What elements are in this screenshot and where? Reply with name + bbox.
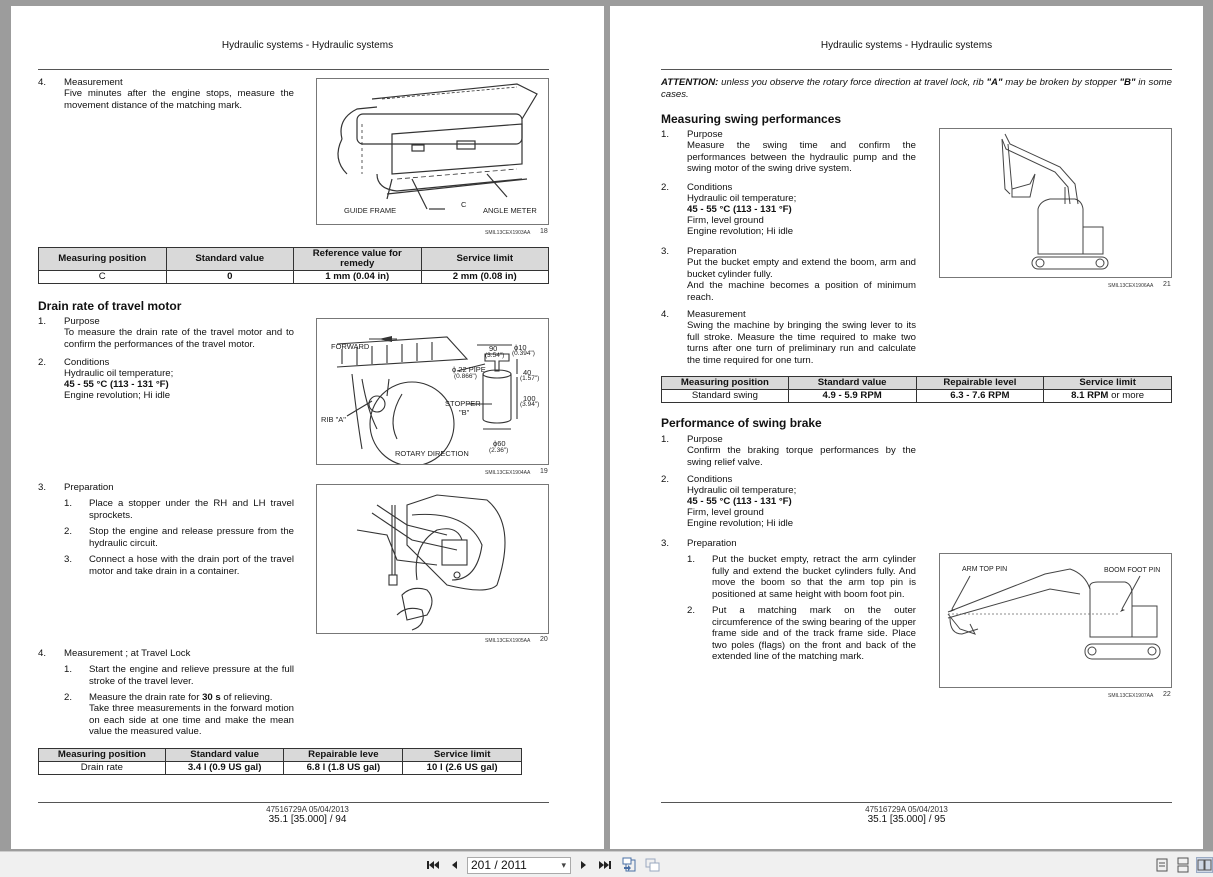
step-number: 3. <box>38 482 47 493</box>
step-number: 2. <box>38 357 47 368</box>
substep-number: 1. <box>64 664 73 675</box>
column-header: Standard value <box>165 749 284 762</box>
step-title: Conditions <box>64 357 110 368</box>
condition-line: Engine revolution; Hi idle <box>64 390 171 401</box>
substep-text: Put the bucket empty, retract the arm cylinder fully and extend the bucket cylinders fully. And move the boom so that the arm top pin is positioned at same height with boom foot pin. <box>712 554 916 600</box>
condition-temperature: 45 - 55 °C (113 - 131 °F) <box>64 379 169 390</box>
page-header: Hydraulic systems - Hydraulic systems <box>820 40 993 51</box>
table-cell: 1 mm (0.04 in) <box>294 271 422 284</box>
condition-line: Engine revolution; Hi idle <box>687 226 794 237</box>
two-page-view-button[interactable] <box>1196 857 1213 873</box>
table-cell: 8.1 RPM or more <box>1044 390 1172 403</box>
previous-page-icon <box>449 857 459 873</box>
go-back-view-button[interactable] <box>621 857 637 873</box>
label-rotary-direction: ROTARY DIRECTION <box>395 449 469 458</box>
drain-hose-illustration <box>317 485 549 634</box>
condition-line: Engine revolution; Hi idle <box>687 518 794 529</box>
condition-line: Firm, level ground <box>687 507 764 518</box>
figure-excavator-min-reach <box>939 128 1172 278</box>
step-number: 3. <box>661 538 670 549</box>
figure-code: SMIL13CEX1904AA <box>485 470 531 476</box>
header-rule <box>661 69 1172 70</box>
section-title: Performance of swing brake <box>661 416 822 430</box>
label-dim: (0.866") <box>454 373 477 380</box>
label-dim: ϕ10 <box>514 343 527 352</box>
go-forward-view-button[interactable] <box>644 857 660 873</box>
step-title: Preparation <box>687 538 737 549</box>
step-title: Measurement <box>687 309 746 320</box>
step-number: 1. <box>38 316 47 327</box>
figure-number: 21 <box>1163 281 1171 288</box>
label-rib-a: RIB "A" <box>321 415 346 424</box>
continuous-view-button[interactable] <box>1175 857 1191 873</box>
label-angle-meter: ANGLE METER <box>483 206 537 215</box>
page-number-input[interactable] <box>467 857 571 874</box>
step-number: 4. <box>38 648 47 659</box>
column-header: Reference value for remedy <box>294 248 422 271</box>
column-header: Measuring position <box>39 248 167 271</box>
figure-code: SMIL13CEX1903AA <box>485 230 531 236</box>
step-title: Preparation <box>687 246 737 257</box>
figure-number: 18 <box>540 228 548 235</box>
figure-code: SMIL13CEX1905AA <box>485 638 531 644</box>
step-number: 3. <box>661 246 670 257</box>
column-header: Measuring position <box>662 377 789 390</box>
condition-temperature: 45 - 55 °C (113 - 131 °F) <box>687 204 792 215</box>
single-page-icon <box>1154 857 1170 873</box>
table-cell: 0 <box>166 271 294 284</box>
section-title: Drain rate of travel motor <box>38 299 182 313</box>
track-illustration <box>317 79 549 225</box>
table-cell: 2 mm (0.08 in) <box>421 271 549 284</box>
label-stopper: STOPPER <box>445 399 481 408</box>
figure-excavator-pin-alignment <box>939 553 1172 688</box>
substep-number: 2. <box>687 605 696 616</box>
step-text: Measure the swing time and confirm the performances between the hydraulic pump and the swing motor of the swing drive system. <box>687 140 916 174</box>
step-text: Put the bucket empty and extend the boom, arm and bucket cylinder fully. <box>687 257 916 280</box>
step-number: 4. <box>38 77 47 88</box>
next-page-icon <box>579 857 589 873</box>
excavator-illustration <box>940 129 1172 278</box>
continuous-page-icon <box>1175 857 1191 873</box>
label-stopper-b: "B" <box>459 408 470 417</box>
label-forward: FORWARD <box>331 342 370 351</box>
step-number: 1. <box>661 129 670 140</box>
page-header: Hydraulic systems - Hydraulic systems <box>221 40 394 51</box>
label-arm-top-pin: ARM TOP PIN <box>962 566 1008 573</box>
step-text: Swing the machine by bringing the swing lever to its full stroke. Measure the time required to make two turns after one turn of preliminary run and calculate the time required for one turn. <box>687 320 916 366</box>
footer-doc-id: 47516729A 05/04/2013 <box>266 805 349 814</box>
column-header: Standard value <box>788 377 916 390</box>
substep-text: Connect a hose with the drain port of the travel motor and take drain in a container. <box>89 554 294 577</box>
substep-text: Start the engine and relieve pressure at the full stroke of the travel lever. <box>89 664 294 687</box>
chevron-down-icon[interactable]: ▾ <box>561 860 566 870</box>
substep-number: 2. <box>64 526 73 537</box>
substep-number: 1. <box>64 498 73 509</box>
figure-number: 19 <box>540 468 548 475</box>
label-dim: (1.57") <box>520 375 540 382</box>
table-row <box>39 762 522 775</box>
step-title: Preparation <box>64 482 114 493</box>
step-number: 4. <box>661 309 670 320</box>
footer-page-number: 35.1 [35.000] / 94 <box>268 814 347 825</box>
condition-temperature: 45 - 55 °C (113 - 131 °F) <box>687 496 792 507</box>
substep-text: Place a stopper under the RH and LH travel sprockets. <box>89 498 294 521</box>
condition-line: Hydraulic oil temperature; <box>687 485 797 496</box>
label-dim: (0.394") <box>512 350 535 357</box>
table-drain-rate <box>38 748 522 775</box>
single-page-view-button[interactable] <box>1154 857 1170 873</box>
previous-view-icon <box>621 857 637 873</box>
substep-text: Measure the drain rate for 30 s of relieving. <box>89 692 273 703</box>
step-text: Confirm the braking torque performances by the swing relief valve. <box>687 445 916 468</box>
label-dim: (3.54") <box>485 352 505 359</box>
column-header: Repairable leve <box>284 749 403 762</box>
table-cell: 3.4 l (0.9 US gal) <box>165 762 284 775</box>
last-page-button[interactable] <box>598 857 612 873</box>
label-dim: (3.94") <box>520 401 540 408</box>
previous-page-button[interactable] <box>449 857 459 873</box>
step-title: Purpose <box>64 316 100 327</box>
step-number: 2. <box>661 182 670 193</box>
step-title: Purpose <box>687 434 723 445</box>
label-c: C <box>461 200 467 209</box>
stopper-illustration <box>317 319 549 465</box>
column-header: Standard value <box>166 248 294 271</box>
first-page-button[interactable] <box>426 857 440 873</box>
substep-text: Stop the engine and release pressure from the hydraulic circuit. <box>89 526 294 549</box>
last-page-icon <box>598 857 612 873</box>
figure-number: 22 <box>1163 691 1171 698</box>
table-cell: 10 l (2.6 US gal) <box>403 762 522 775</box>
step-title: Conditions <box>687 474 733 485</box>
label-boom-foot-pin: BOOM FOOT PIN <box>1104 567 1161 574</box>
substep-number: 1. <box>687 554 696 565</box>
column-header: Service limit <box>1044 377 1172 390</box>
column-header: Service limit <box>403 749 522 762</box>
figure-track-guide-frame <box>316 78 549 225</box>
figure-drain-hose <box>316 484 549 634</box>
first-page-icon <box>426 857 440 873</box>
label-dim: (2.36") <box>489 447 509 454</box>
substep-text: Take three measurements in the forward motion on each side at one time and make the mean value the measured value. <box>89 703 294 737</box>
next-page-button[interactable] <box>579 857 589 873</box>
table-cell: 6.8 l (1.8 US gal) <box>284 762 403 775</box>
step-title: Purpose <box>687 129 723 140</box>
next-view-icon <box>644 857 660 873</box>
label-dim: 90 <box>489 344 498 353</box>
table-cell: 4.9 - 5.9 RPM <box>788 390 916 403</box>
table-cell: Standard swing <box>662 390 789 403</box>
step-text: Five minutes after the engine stops, measure the movement distance of the matching mark. <box>64 88 294 111</box>
label-guide-frame: GUIDE FRAME <box>344 206 397 215</box>
figure-code: SMIL13CEX1907AA <box>1108 693 1154 699</box>
footer-rule <box>38 802 549 803</box>
footer-rule <box>661 802 1172 803</box>
footer-doc-id: 47516729A 05/04/2013 <box>865 805 948 814</box>
step-title: Conditions <box>687 182 733 193</box>
step-title: Measurement <box>64 77 123 88</box>
table-row <box>662 390 1172 403</box>
page-number-value: 201 / 2011 <box>471 858 527 872</box>
footer-page-number: 35.1 [35.000] / 95 <box>867 814 946 825</box>
table-cell: C <box>39 271 167 284</box>
condition-line: Firm, level ground <box>687 215 764 226</box>
substep-text: Put a matching mark on the outer circumference of the swing bearing of the upper frame side and of the track frame side. Place two poles (flags) on the front and back of the extended line of the matching mark. <box>712 605 916 662</box>
table-cell: Drain rate <box>39 762 166 775</box>
page-94 <box>11 6 604 849</box>
substep-number: 2. <box>64 692 73 703</box>
label-dim: ϕ60 <box>493 439 506 448</box>
table-track-deviation <box>38 247 549 284</box>
label-pipe: ϕ 22 PIPE <box>452 365 486 374</box>
condition-line: Hydraulic oil temperature; <box>64 368 174 379</box>
navigation-toolbar <box>0 851 1213 877</box>
step-text: To measure the drain rate of the travel motor and to confirm the performances of the travel motor. <box>64 327 294 350</box>
header-rule <box>38 69 549 70</box>
substep-number: 3. <box>64 554 73 565</box>
step-number: 1. <box>661 434 670 445</box>
page-95 <box>610 6 1203 849</box>
column-header: Measuring position <box>39 749 166 762</box>
column-header: Service limit <box>421 248 549 271</box>
two-page-icon <box>1197 858 1212 872</box>
figure-stopper-setup <box>316 318 549 465</box>
section-title: Measuring swing performances <box>661 112 842 126</box>
step-text: And the machine becomes a position of minimum reach. <box>687 280 916 303</box>
table-row <box>39 271 549 284</box>
figure-code: SMIL13CEX1906AA <box>1108 283 1154 289</box>
figure-number: 20 <box>540 636 548 643</box>
column-header: Repairable level <box>916 377 1044 390</box>
table-swing-speed <box>661 376 1172 403</box>
excavator-side-illustration <box>940 554 1172 688</box>
step-number: 2. <box>661 474 670 485</box>
label-dim: 100 <box>523 394 536 403</box>
step-title: Measurement ; at Travel Lock <box>64 648 191 659</box>
attention-note: ATTENTION: unless you observe the rotary force direction at travel lock, rib "A" may be broken by stopper "B" in some cases. <box>661 77 1172 100</box>
table-cell: 6.3 - 7.6 RPM <box>916 390 1044 403</box>
label-dim: 40 <box>523 368 532 377</box>
condition-line: Hydraulic oil temperature; <box>687 193 797 204</box>
